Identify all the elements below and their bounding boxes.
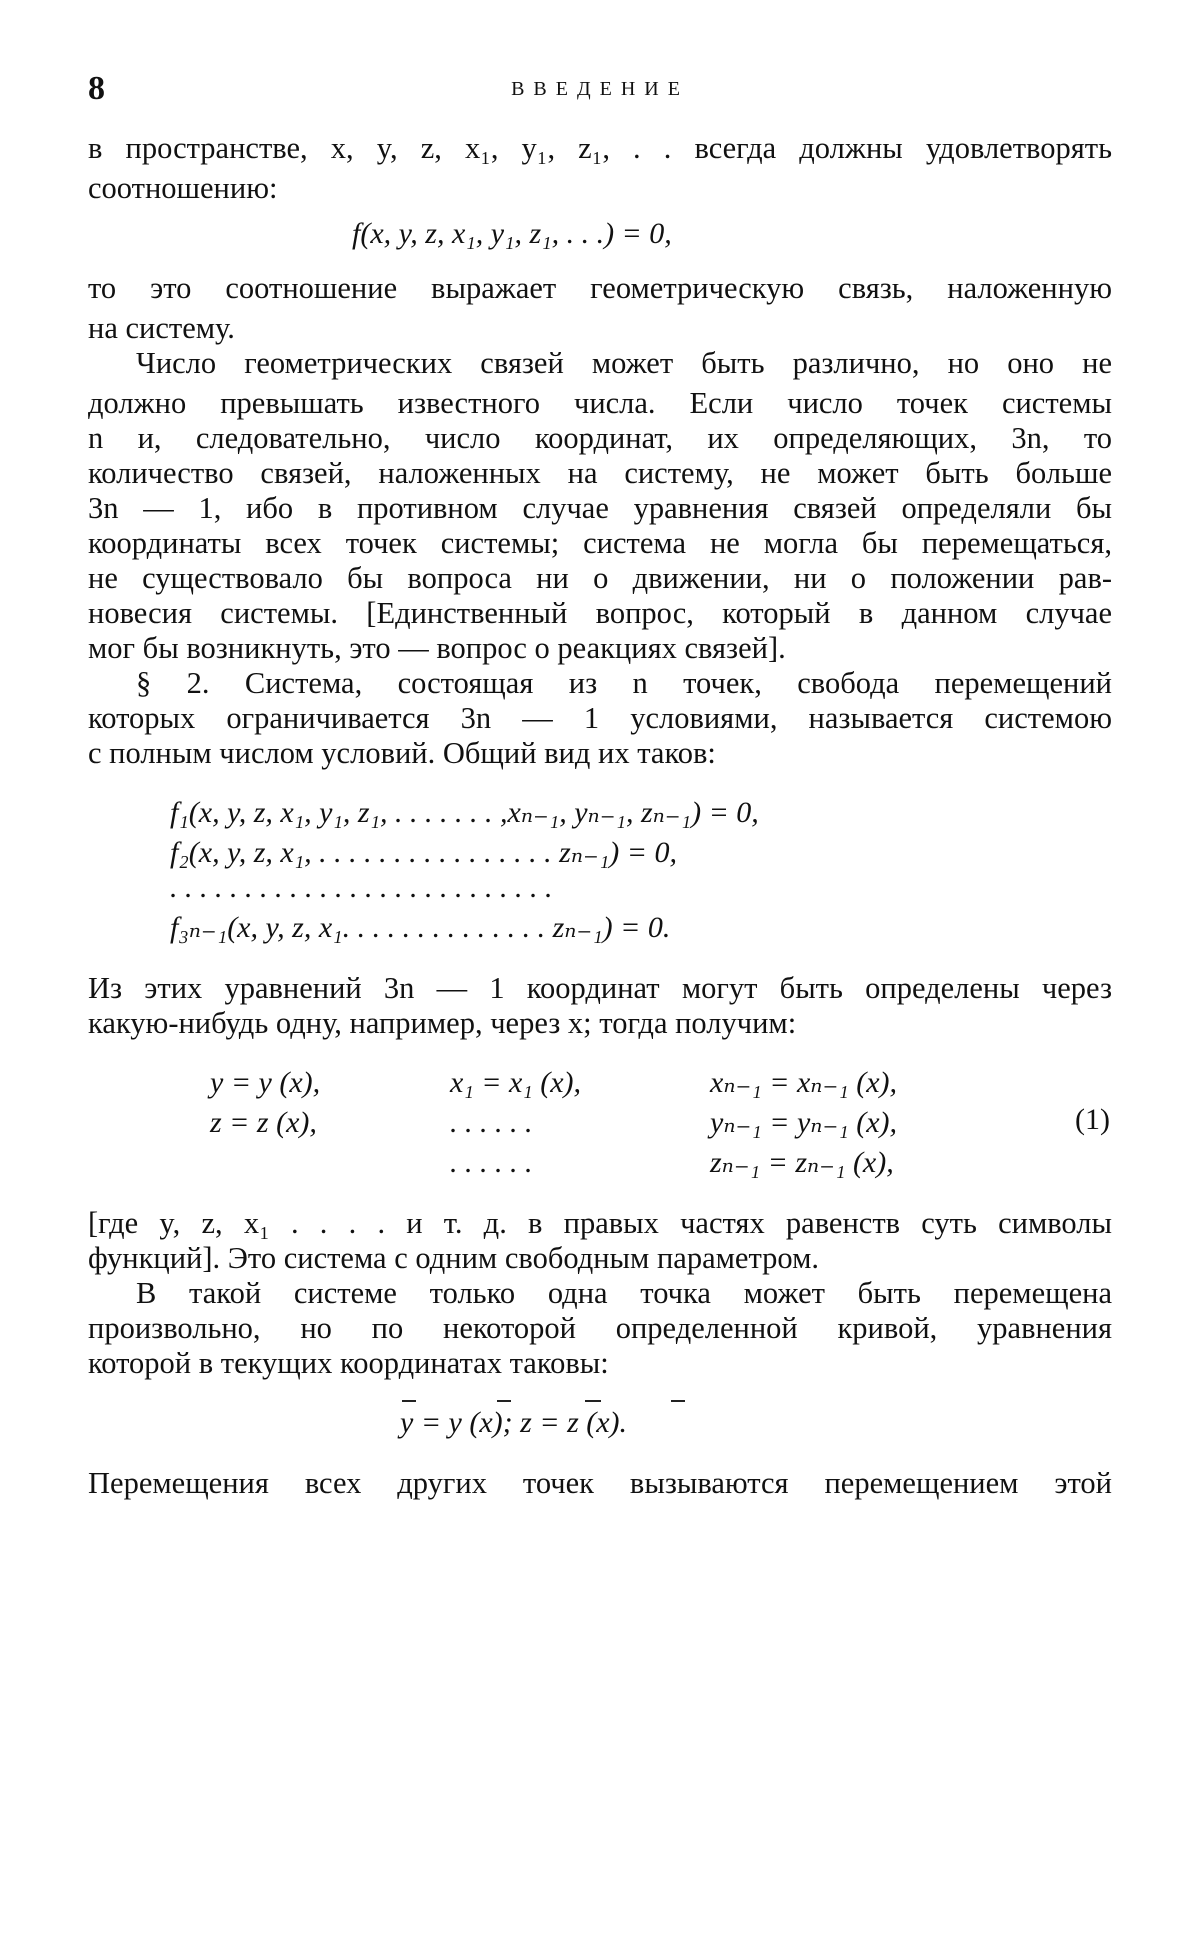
equation-dots: . . . . . . . . . . . . . . . . . . . . . . . . . .: [170, 871, 553, 904]
overline-mark: [671, 1400, 685, 1402]
equation-f1: f₁(x, y, z, x₁, y₁, z₁, . . . . . . . ,xₙ₋₁, yₙ₋₁, zₙ₋₁) = 0,: [170, 796, 759, 829]
overline-mark: [497, 1400, 511, 1402]
text-line: новесия системы. [Единственный вопрос, который в данном случае: [88, 596, 1112, 630]
system-equation: z = z (x),: [210, 1106, 317, 1139]
text-line: 3n — 1, ибо в противном случае уравнения связей определяли бы: [88, 491, 1112, 525]
overline-mark: [402, 1400, 416, 1402]
text-line: координаты всех точек системы; система не могла бы перемещаться,: [88, 526, 1112, 560]
system-equation: x₁ = x₁ (x),: [450, 1066, 582, 1099]
text-line: Число геометрических связей может быть различно, но оно не: [136, 346, 1112, 380]
text-line: § 2. Система, состоящая из n точек, свобода перемещений: [136, 666, 1112, 700]
system-equation: . . . . . .: [450, 1106, 533, 1139]
text-line: какую-нибудь одну, например, через x; тогда получим:: [88, 1006, 797, 1040]
text-line: не существовало бы вопроса ни о движении, ни о положении рав-: [88, 561, 1112, 595]
system-equation: zₙ₋₁ = zₙ₋₁ (x),: [710, 1146, 894, 1179]
equation-f2: f₂(x, y, z, x₁, . . . . . . . . . . . . . . . . zₙ₋₁) = 0,: [170, 836, 677, 869]
equation-number: (1): [1075, 1103, 1110, 1136]
text-line: которых ограничивается 3n — 1 условиями, называется системою: [88, 701, 1112, 735]
page-header: [88, 70, 1112, 110]
text-line: функций]. Это система с одним свободным параметром.: [88, 1241, 820, 1275]
equation-f3: f₃ₙ₋₁(x, y, z, x₁. . . . . . . . . . . . . . zₙ₋₁) = 0.: [170, 911, 671, 944]
system-equation: . . . . . .: [450, 1146, 533, 1179]
system-equation: yₙ₋₁ = yₙ₋₁ (x),: [710, 1106, 898, 1139]
curve-equation: y = y (x); z = z (x).: [400, 1406, 628, 1439]
system-equation: xₙ₋₁ = xₙ₋₁ (x),: [710, 1066, 898, 1099]
text-line: на систему.: [88, 311, 235, 345]
text-line: n и, следовательно, число координат, их определяющих, 3n, то: [88, 421, 1112, 455]
text-line: то это соотношение выражает геометрическую связь, наложенную: [88, 271, 1112, 305]
text-line: Из этих уравнений 3n — 1 координат могут быть определены через: [88, 971, 1112, 1005]
text-line: Перемещения всех других точек вызываются перемещением этой: [88, 1466, 1112, 1500]
text-line: с полным числом условий. Общий вид их таков:: [88, 736, 716, 770]
text-line: соотношению:: [88, 171, 278, 205]
text-line: произвольно, но по некоторой определенной кривой, уравнения: [88, 1311, 1112, 1345]
text-line: количество связей, наложенных на систему, не может быть больше: [88, 456, 1112, 490]
running-title: ВВЕДЕНИЕ: [511, 78, 689, 100]
equation: f(x, y, z, x₁, y₁, z₁, . . .) = 0,: [352, 217, 672, 250]
page-number: 8: [88, 70, 105, 107]
overline-mark: [585, 1400, 601, 1402]
text-line: [где y, z, x₁ . . . . и т. д. в правых частях равенств суть символы: [88, 1206, 1112, 1240]
text-line: мог бы возникнуть, это — вопрос о реакциях связей].: [88, 631, 786, 665]
text-line: в пространстве, x, y, z, x₁, y₁, z₁, . . всегда должны удовлетворять: [88, 131, 1112, 165]
text-line: В такой системе только одна точка может быть перемещена: [136, 1276, 1112, 1310]
text-line: которой в текущих координатах таковы:: [88, 1346, 609, 1380]
system-equation: y = y (x),: [210, 1066, 321, 1099]
text-line: должно превышать известного числа. Если число точек системы: [88, 386, 1112, 420]
